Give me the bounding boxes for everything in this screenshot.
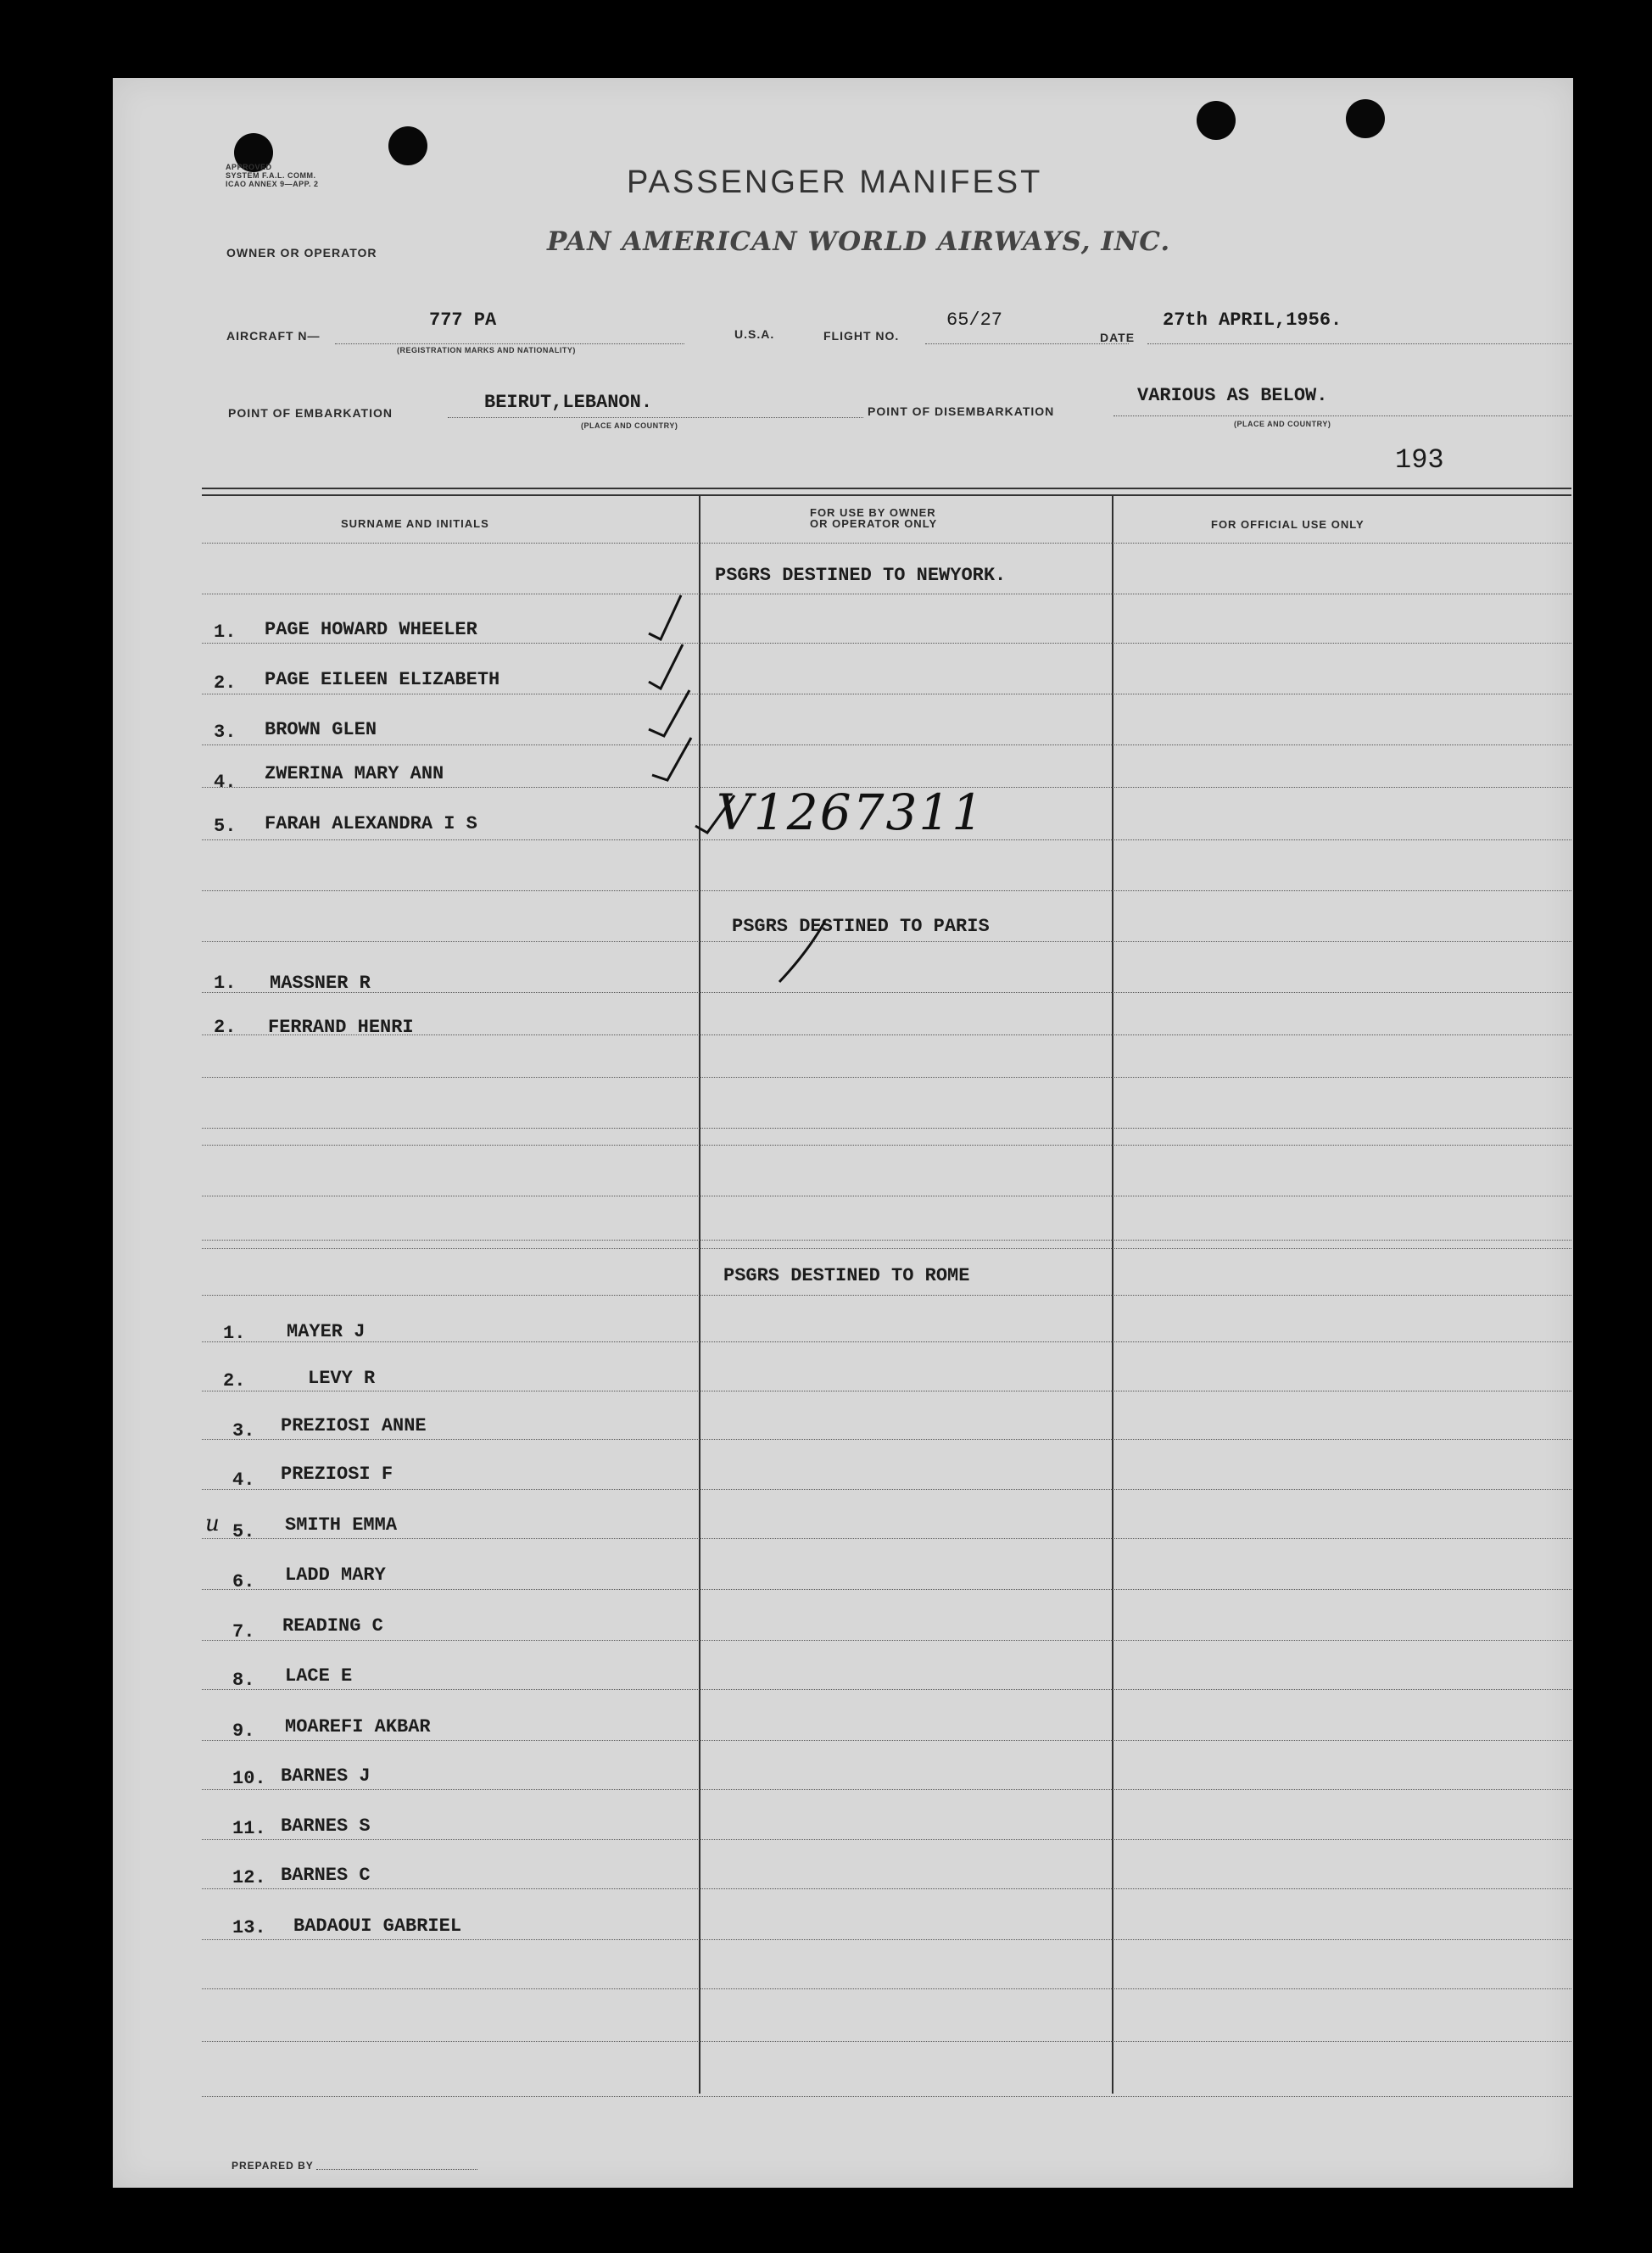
passenger-number: 10. [232,1768,266,1789]
passenger-name: MASSNER R [270,973,371,994]
passenger-name: MAYER J [287,1321,366,1342]
rule-line [202,1740,1571,1741]
passenger-name: BARNES C [281,1865,371,1886]
aircraft-value: 777 PA [429,310,497,331]
column-header-owner-2: OR OPERATOR ONLY [810,517,938,530]
passenger-number: 2. [223,1370,246,1391]
owner-label: OWNER OR OPERATOR [226,246,377,259]
date-label: DATE [1100,331,1136,344]
passenger-number: 13. [232,1917,266,1938]
flight-value: 65/27 [946,310,1003,331]
rule-line [202,643,1571,644]
rule-line [202,1640,1571,1641]
rule-line [202,1489,1571,1490]
passenger-name: BARNES S [281,1815,371,1837]
passenger-name: FARAH ALEXANDRA I S [265,813,477,834]
passenger-number: 1. [223,1323,246,1344]
rule-line [202,1988,1571,1989]
prepared-by-label: PREPARED BY [232,2160,314,2172]
flight-label: FLIGHT NO. [823,329,900,343]
group-heading-paris: PSGRS DESTINED TO PARIS [732,916,990,937]
rule-line [202,1145,1571,1146]
embarkation-value: BEIRUT,LEBANON. [484,392,653,413]
passenger-name: BADAOUI GABRIEL [293,1916,462,1937]
column-header-names: SURNAME AND INITIALS [341,517,489,530]
column-header-owner-1: FOR USE BY OWNER [810,506,936,519]
handwritten-stroke [774,917,834,985]
approval-line-2: SYSTEM F.A.L. COMM. [226,171,316,180]
punch-hole [388,126,427,165]
passenger-name: LEVY R [308,1368,376,1389]
usa-label: U.S.A. [734,327,775,341]
passenger-number: 1. [214,622,237,643]
passenger-name: PAGE EILEEN ELIZABETH [265,669,500,690]
rule-line [202,543,1571,544]
passenger-number: 4. [214,772,237,793]
passenger-number: 9. [232,1720,255,1742]
rule-line [202,1077,1571,1078]
embarkation-caption: (PLACE AND COUNTRY) [581,421,678,430]
rule-line [202,744,1571,745]
passenger-number: 3. [214,722,237,743]
rule-line [202,2041,1571,2042]
rule-line [202,890,1571,891]
rule-line [202,1341,1571,1342]
rule-line [202,1789,1571,1790]
passenger-name: FERRAND HENRI [268,1017,414,1038]
rule-line [202,941,1571,942]
manifest-sheet [113,78,1573,2188]
rule-line [202,1248,1571,1249]
passenger-name: PREZIOSI ANNE [281,1415,427,1436]
disembarkation-label: POINT OF DISEMBARKATION [868,404,1055,418]
rule-line [202,1128,1571,1129]
handwritten-number: V1267311 [717,784,985,841]
passenger-number: 4. [232,1469,255,1491]
date-value: 27th APRIL,1956. [1163,310,1342,331]
disembarkation-value: VARIOUS AS BELOW. [1137,385,1328,406]
passenger-number: 12. [232,1867,266,1888]
disembarkation-caption: (PLACE AND COUNTRY) [1234,420,1331,428]
passenger-name: PREZIOSI F [281,1464,393,1485]
aircraft-label: AIRCRAFT N— [226,329,321,343]
passenger-number: 11. [232,1818,266,1839]
rule-line [202,2096,1571,2097]
embarkation-label: POINT OF EMBARKATION [228,406,393,420]
page-number: 193 [1395,444,1444,476]
punch-hole [1197,101,1236,140]
passenger-name: BARNES J [281,1765,371,1787]
passenger-number: 2. [214,672,237,694]
passenger-name: LADD MARY [285,1564,386,1586]
passenger-name: READING C [282,1615,383,1637]
passenger-number: 2. [214,1017,237,1038]
group-heading-newyork: PSGRS DESTINED TO NEWYORK. [715,565,1007,586]
passenger-name: SMITH EMMA [285,1514,398,1536]
passenger-number: 6. [232,1571,255,1592]
approval-line-1: APPROVED [226,163,272,171]
punch-hole [1346,99,1385,138]
passenger-number: 5. [232,1521,255,1542]
rule-line [202,1295,1571,1296]
approval-line-3: ICAO ANNEX 9—APP. 2 [226,180,319,188]
column-header-official: FOR OFFICIAL USE ONLY [1211,518,1365,531]
airline-name: PAN AMERICAN WORLD AIRWAYS, INC. [547,226,1171,257]
passenger-number: 8. [232,1670,255,1691]
rule-line [202,1439,1571,1440]
rule-line [202,1839,1571,1840]
registration-caption: (REGISTRATION MARKS AND NATIONALITY) [397,346,576,354]
rule-line [202,1939,1571,1940]
passenger-number: 5. [214,816,237,837]
group-heading-rome: PSGRS DESTINED TO ROME [723,1265,970,1286]
rule-line [202,1689,1571,1690]
passenger-number: 3. [232,1420,255,1442]
passenger-name: PAGE HOWARD WHEELER [265,619,477,640]
rule-line [202,992,1571,993]
rule-line [202,1538,1571,1539]
handwritten-mark: u [205,1511,220,1536]
rule-line [202,1240,1571,1241]
passenger-name: MOAREFI AKBAR [285,1716,431,1737]
passenger-name: ZWERINA MARY ANN [265,763,444,784]
passenger-name: BROWN GLEN [265,719,377,740]
rule-line [202,1589,1571,1590]
rule-line [202,1888,1571,1889]
passenger-name: LACE E [285,1665,353,1687]
passenger-number: 1. [214,973,237,994]
passenger-number: 7. [232,1621,255,1642]
page-title: PASSENGER MANIFEST [627,165,1043,200]
